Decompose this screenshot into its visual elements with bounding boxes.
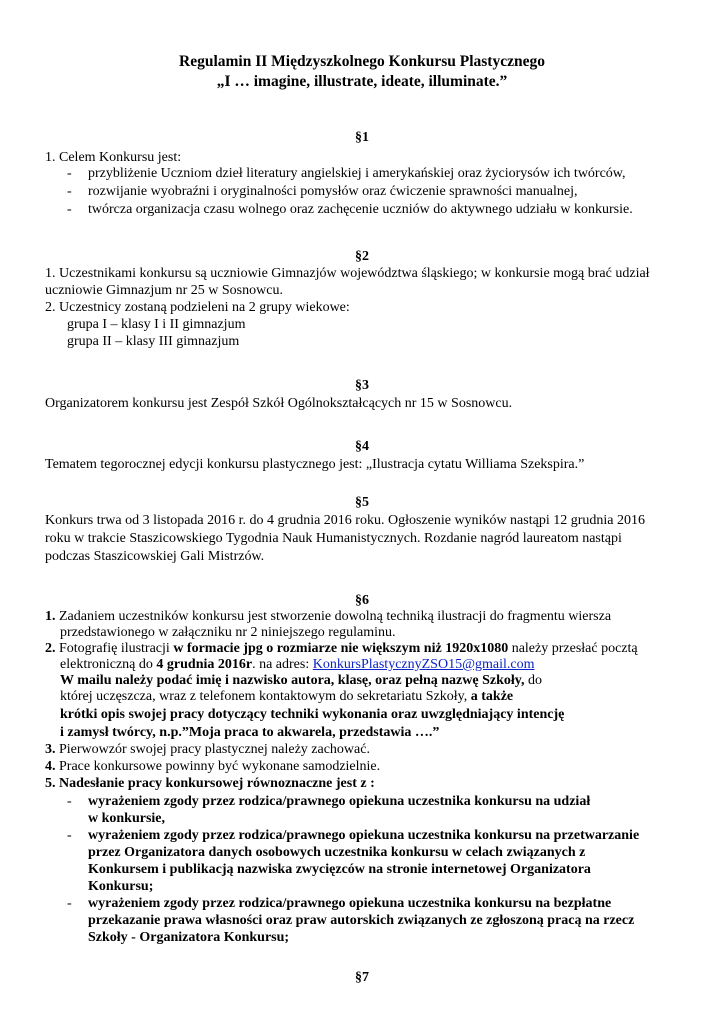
s6-item2-line5: krótki opis swojej pracy dotyczący techniki wykonania oraz uwzględniający intencję [60,707,565,722]
item-number: 4. [45,759,56,774]
s6-item2-i: której uczęszcza, wraz z telefonem kontaktowym do sekretariatu Szkoły, [60,689,471,704]
section-5-heading: §5 [355,495,369,510]
s6-item3-text: Pierwowzór swojej pracy plastycznej należy zachować. [55,742,370,757]
bullet-dash: - [67,794,72,809]
s2-p1-line1: 1. Uczestnikami konkursu są uczniowie Gimnazjów województwa śląskiego; w konkursie mogą brać udział [45,266,650,281]
section-6-heading: §6 [355,593,369,608]
bullet-dash: - [67,828,72,843]
section-3-heading: §3 [355,378,369,393]
s6-item2-h: do [524,673,542,688]
bullet-dash: - [67,184,72,199]
s6-item2-line4 [60,688,513,706]
section-4-heading: §4 [355,439,369,454]
item-number: 2. [45,641,56,656]
s6-item2-line6: i zamysł twórcy, n.p.”Moja praca to akwarela, przedstawia ….” [60,725,440,740]
s6-item2-a: Fotografię ilustracji [55,641,174,656]
s1-bullet: przybliżenie Uczniom dzieł literatury angielskiej i amerykańskiej oraz życiorysów ich twórców, [88,166,626,181]
s5-line3: podczas Staszicowskiej Gali Mistrzów. [45,549,265,564]
s2-group2: grupa II – klasy III gimnazjum [67,334,240,349]
s6-bullet3-line3: Szkoły - Organizatora Konkursu; [88,930,290,945]
s2-p1-line2: uczniowie Gimnazjum nr 25 w Sosnowcu. [45,283,283,298]
s6-bullet2-line1: wyrażeniem zgody przez rodzica/prawnego opiekuna uczestnika konkursu na przetwarzanie [88,828,640,843]
item-number: 3. [45,742,56,757]
item-number: 1. [45,609,56,624]
document-subtitle: „I … imagine, illustrate, ideate, illuminate.” [216,73,508,90]
s6-bullet2-line3: Konkursem i publikacją nazwiska zwycięzców na stronie internetowej Organizatora [88,862,591,877]
contest-email-link[interactable]: KonkursPlastycznyZSO15@gmail.com [312,657,535,672]
s4-text: Tematem tegorocznej edycji konkursu plastycznego jest: „Ilustracja cytatu Williama Szekspira.” [45,457,585,472]
s6-item-5: 5. Nadesłanie pracy konkursowej równoznaczne jest z : [45,776,375,791]
bullet-dash: - [67,166,72,181]
s6-bullet2-line4: Konkursu; [88,879,154,894]
s6-item1-line2: przedstawionego w załączniku nr 2 niniejszego regulaminu. [60,625,396,640]
s5-line2: roku w trakcie Staszicowskiego Tygodnia Nauk Humanistycznych. Rozdanie nagród laureatom nastąpi [45,531,622,546]
s6-item2-j: a także [470,689,514,704]
section-1-heading: §1 [355,130,369,145]
s6-item-4 [45,758,380,776]
s6-item2-format: w formacie jpg o rozmiarze nie większym niż 1920x1080 [173,641,509,656]
section-2-heading: §2 [355,249,369,264]
s6-bullet2-line2: przez Organizatora danych osobowych uczestnika konkursu w celach związanych z [88,845,586,860]
s1-bullet: twórcza organizacja czasu wolnego oraz zachęcenie uczniów do aktywnego udziału w konkursie. [88,202,633,217]
s6-bullet1-line1: wyrażeniem zgody przez rodzica/prawnego opiekuna uczestnika konkursu na udział [88,794,591,809]
s6-bullet1-line2: w konkursie, [88,811,166,826]
document-title: Regulamin II Międzyszkolnego Konkursu Plastycznego [179,53,545,70]
s6-item4-text: Prace konkursowe powinny być wykonane samodzielnie. [55,759,381,774]
section-7-heading: §7 [355,970,369,985]
s6-bullet3-line1: wyrażeniem zgody przez rodzica/prawnego opiekuna uczestnika konkursu na bezpłatne [88,896,612,911]
s3-text: Organizatorem konkursu jest Zespół Szkół Ogólnokształcących nr 15 w Sosnowcu. [45,396,513,411]
s6-bullet3-line2: przekazanie prawa własności oraz praw autorskich związanych ze zgłoszoną pracą na rzecz [88,913,635,928]
s6-item2-g: W mailu należy podać imię i nazwisko autora, klasę, oraz pełną nazwę Szkoły, [60,673,525,688]
s1-intro: 1. Celem Konkursu jest: [45,150,182,165]
s6-item2-deadline: 4 grudnia 2016r [156,657,253,672]
s6-item-3 [45,741,370,759]
s2-group1: grupa I – klasy I i II gimnazjum [67,317,246,332]
s1-bullet: rozwijanie wyobraźni i oryginalności pomysłów oraz ćwiczenie sprawności manualnej, [88,184,578,199]
bullet-dash: - [67,896,72,911]
bullet-dash: - [67,202,72,217]
s6-item1-text: Zadaniem uczestników konkursu jest stworzenie dowolną techniką ilustracji do fragmentu wiersza [55,609,612,624]
s6-item2-d: elektroniczną do [60,657,157,672]
s2-p2: 2. Uczestnicy zostaną podzieleni na 2 grupy wiekowe: [45,300,350,315]
s6-item2-f: . na adres: [252,657,313,672]
s6-item2-c: należy przesłać pocztą [508,641,638,656]
s5-line1: Konkurs trwa od 3 listopada 2016 r. do 4 grudnia 2016 roku. Ogłoszenie wyników nastąpi 12 grudnia 2016 [45,513,645,528]
